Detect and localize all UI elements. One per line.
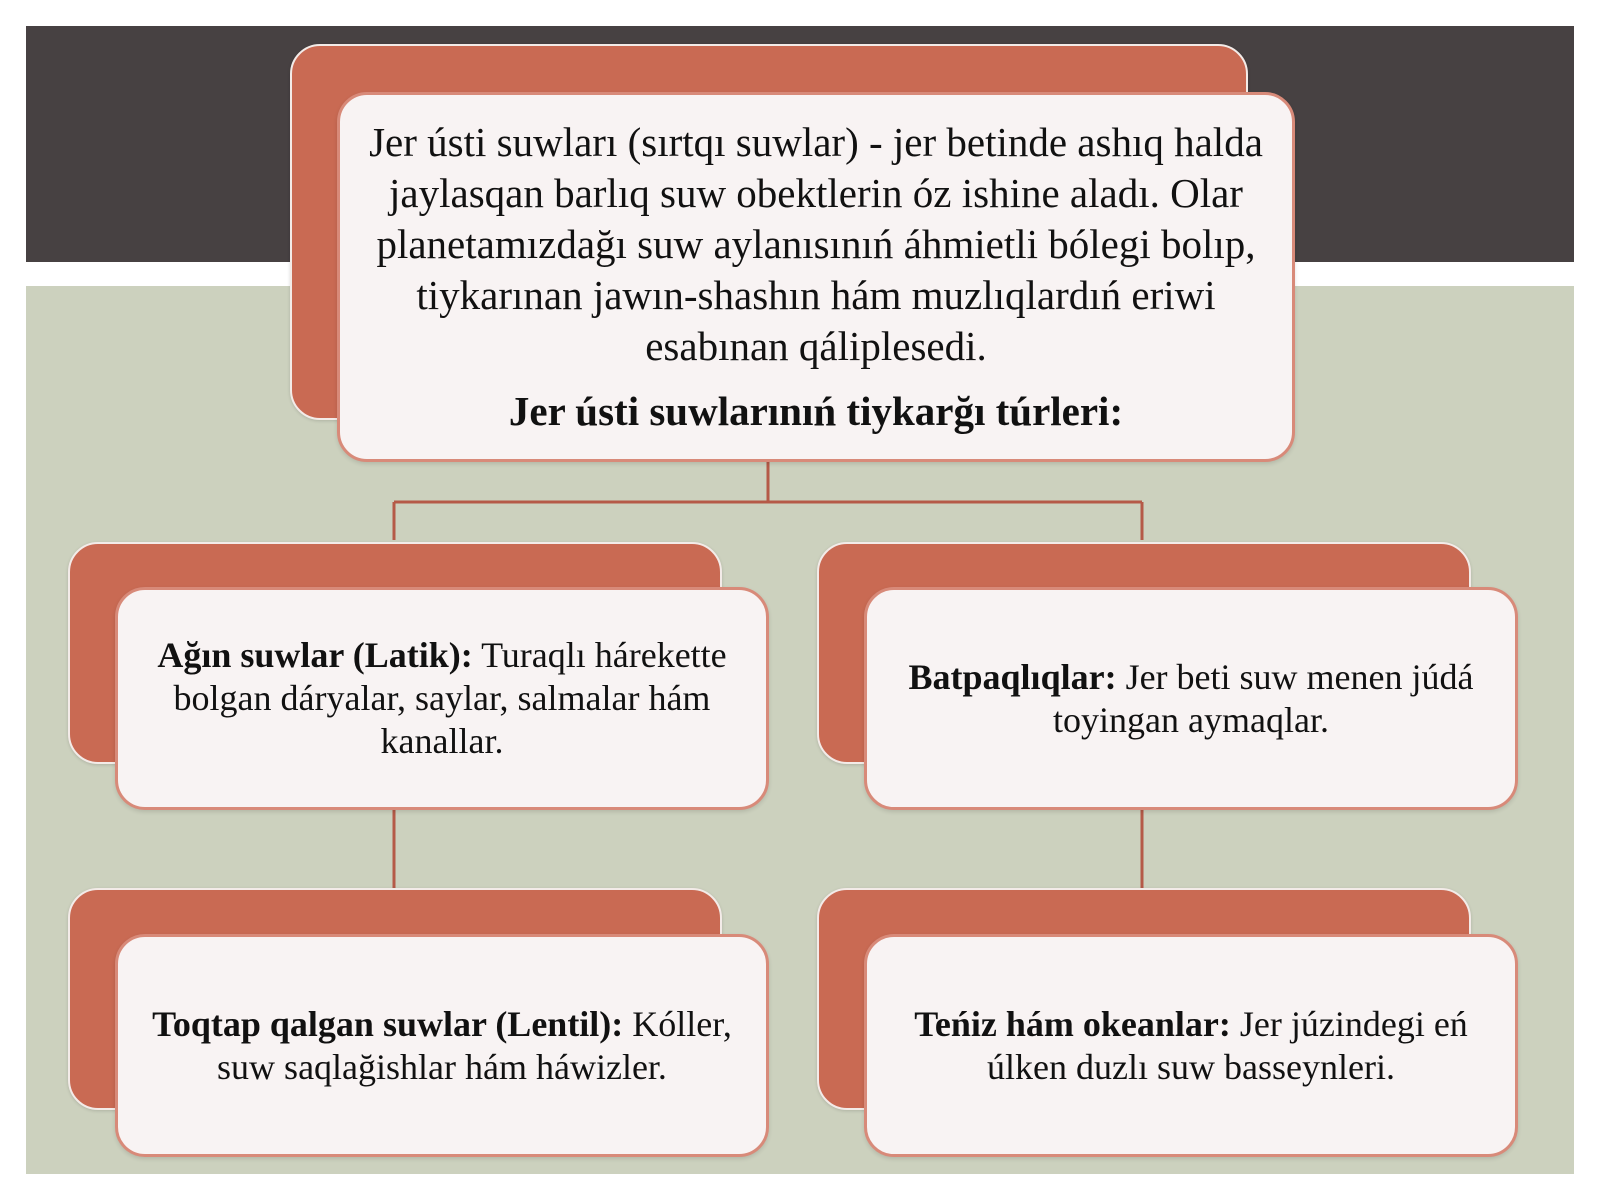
node-term: Toqtap qalgan suwlar (Lentil): bbox=[152, 1003, 624, 1044]
node-term: Batpaqlıqlar: bbox=[908, 656, 1117, 697]
node-term: Ağın suwlar (Latik): bbox=[157, 635, 473, 675]
node-definition: Turaqlı hárekette bolgan dáryalar, saylar, salmalar hám kanallar. bbox=[173, 635, 727, 761]
node-standing-waters bbox=[115, 934, 769, 1157]
root-heading: Jer ústi suwlarınıń tiykarğı túrleri: bbox=[508, 388, 1124, 434]
node-definition: Jer júzindegi eń úlken duzlı suw basseynleri. bbox=[987, 1003, 1468, 1087]
node-definition: Jer beti suw menen júdá toyingan aymaqlar. bbox=[1053, 656, 1474, 740]
node-term: Teńiz hám okeanlar: bbox=[914, 1003, 1231, 1044]
root-node bbox=[337, 92, 1295, 462]
node-flowing-waters bbox=[115, 587, 769, 810]
root-description: Jer ústi suwları (sırtqı suwlar) - jer betinde ashıq halda jaylasqan barlıq suw obektlerin óz ishine aladı. Olar planetamızdağı suw aylanısınıń áhmietli bólegi bolıp, tiykarınan jawın-shashın hám muzlıqlardıń eriwi esabınan qáliplesedi. bbox=[369, 119, 1263, 369]
node-definition: Kóller, suw saqlağishlar hám háwizler. bbox=[217, 1003, 732, 1087]
node-swamps bbox=[864, 587, 1518, 810]
node-seas-oceans bbox=[864, 934, 1518, 1157]
